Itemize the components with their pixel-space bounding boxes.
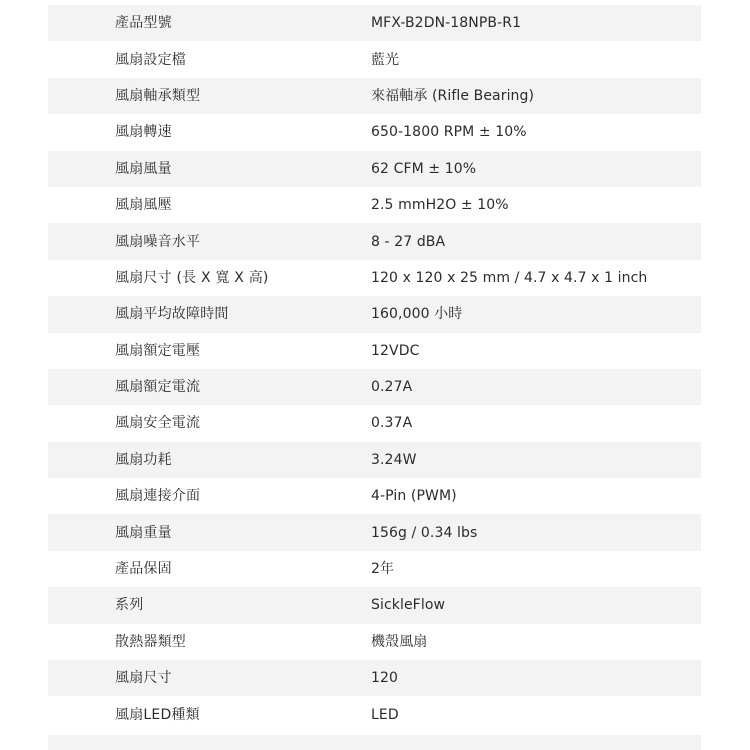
spec-label: 風扇轉速 (115, 124, 172, 141)
spec-row-air-pressure (48, 187, 701, 223)
spec-row-bearing-type (48, 78, 701, 114)
spec-label: 風扇平均故障時間 (115, 306, 229, 323)
spec-label: 風扇尺寸 (長 X 寬 X 高) (115, 269, 269, 286)
spec-value: 650-1800 RPM ± 10% (371, 124, 527, 141)
spec-row-airflow (48, 151, 701, 187)
spec-row-cooler-type (48, 624, 701, 660)
spec-row-led-type (48, 696, 701, 732)
spec-row-connector (48, 478, 701, 514)
spec-row-safety-current (48, 405, 701, 441)
spec-label: 風扇尺寸 (115, 670, 172, 687)
spec-row-fan-dimensions (48, 260, 701, 296)
spec-label: 風扇重量 (115, 524, 172, 541)
spec-label: 風扇風壓 (115, 197, 172, 214)
spec-value: 藍光 (371, 51, 400, 68)
spec-row-warranty (48, 551, 701, 587)
spec-label: 風扇LED種類 (115, 706, 200, 723)
spec-row-rated-current (48, 369, 701, 405)
spec-row-rated-voltage (48, 333, 701, 369)
spec-row-power-consumption (48, 442, 701, 478)
spec-value: 3.24W (371, 451, 417, 468)
spec-value: 0.27A (371, 379, 413, 396)
spec-row-mtbf (48, 296, 701, 332)
spec-table (48, 5, 701, 733)
spec-label: 風扇噪音水平 (115, 233, 201, 250)
spec-row-fan-profile (48, 41, 701, 77)
spec-label: 系列 (115, 597, 144, 614)
spec-row-fan-speed (48, 114, 701, 150)
spec-value: 120 x 120 x 25 mm / 4.7 x 4.7 x 1 inch (371, 269, 648, 286)
spec-value: SickleFlow (371, 597, 446, 614)
spec-value: 8 - 27 dBA (371, 233, 446, 250)
spec-label: 產品保固 (115, 561, 172, 578)
spec-row-weight (48, 514, 701, 550)
spec-value: 2年 (371, 561, 395, 578)
spec-value: MFX-B2DN-18NPB-R1 (371, 15, 522, 32)
spec-label: 風扇風量 (115, 160, 172, 177)
spec-label: 風扇額定電流 (115, 379, 201, 396)
spec-label: 產品型號 (115, 15, 172, 32)
spec-value: 來福軸承 (Rifle Bearing) (371, 87, 535, 104)
spec-value: 160,000 小時 (371, 306, 463, 323)
spec-value: 2.5 mmH2O ± 10% (371, 197, 509, 214)
next-row-partial (48, 735, 701, 750)
spec-value: 120 (371, 670, 399, 687)
spec-label: 風扇軸承類型 (115, 87, 201, 104)
spec-label: 風扇連接介面 (115, 488, 201, 505)
spec-label: 風扇功耗 (115, 451, 172, 468)
spec-value: 0.37A (371, 415, 413, 432)
spec-value: LED (371, 706, 399, 723)
spec-row-noise-level (48, 223, 701, 259)
spec-label: 風扇額定電壓 (115, 342, 201, 359)
spec-row-product-model (48, 5, 701, 41)
spec-value: 4-Pin (PWM) (371, 488, 457, 505)
spec-label: 風扇設定檔 (115, 51, 186, 68)
spec-label: 風扇安全電流 (115, 415, 201, 432)
spec-row-fan-size (48, 660, 701, 696)
spec-value: 62 CFM ± 10% (371, 160, 477, 177)
spec-label: 散熱器類型 (115, 633, 186, 650)
spec-value: 機殼風扇 (371, 633, 428, 650)
spec-value: 12VDC (371, 342, 420, 359)
spec-value: 156g / 0.34 lbs (371, 524, 478, 541)
spec-row-series (48, 587, 701, 623)
